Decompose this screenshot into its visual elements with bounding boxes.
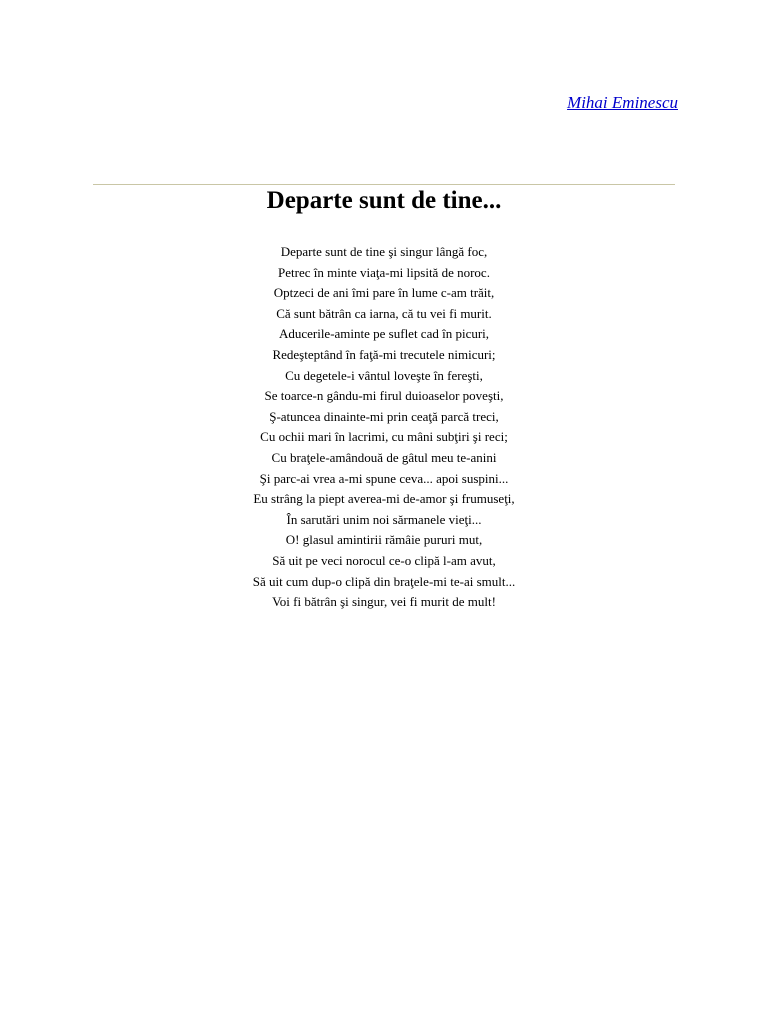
poem-line: Cu ochii mari în lacrimi, cu mâni subţiri şi reci;	[260, 429, 508, 445]
poem-line: Voi fi bătrân şi singur, vei fi murit de mult!	[272, 594, 496, 610]
poem-line: Că sunt bătrân ca iarna, că tu vei fi murit.	[276, 305, 492, 321]
poem-line: Redeşteptând în faţă-mi trecutele nimicuri;	[272, 346, 496, 362]
poem-line: Eu strâng la piept averea-mi de-amor şi frumuseţi,	[253, 491, 515, 507]
poem-line: Petrec în minte viaţa-mi lipsită de noroc.	[278, 264, 490, 280]
poem-line: O! glasul amintirii rămâie pururi mut,	[285, 532, 483, 548]
poem-body	[0, 242, 768, 613]
poem-line: Cu degetele-i vântul loveşte în fereşti,	[285, 367, 483, 383]
horizontal-divider	[93, 184, 675, 185]
poem-line: Ş-atuncea dinainte-mi prin ceaţă parcă treci,	[269, 408, 499, 424]
poem-line: Aducerile-aminte pe suflet cad în picuri,	[278, 326, 490, 342]
poem-line: Se toarce-n gându-mi firul duioaselor poveşti,	[264, 388, 504, 404]
poem-line: În sarutări unim noi sărmanele vieţi...	[286, 511, 482, 527]
poem-line: Optzeci de ani îmi pare în lume c-am trăit,	[273, 285, 495, 301]
poem-title: Departe sunt de tine...	[266, 187, 502, 214]
poem-line: Să uit pe veci norocul ce-o clipă l-am avut,	[272, 552, 496, 568]
poem-line: Cu braţele-amândouă de gâtul meu te-anini	[271, 449, 497, 465]
poem-line: Să uit cum dup-o clipă din braţele-mi te-ai smult...	[252, 573, 516, 589]
author-link[interactable]: Mihai Eminescu	[567, 93, 678, 112]
poem-line: Departe sunt de tine şi singur lângă foc,	[280, 244, 488, 259]
poem-line: Şi parc-ai vrea a-mi spune ceva... apoi suspini...	[259, 470, 509, 486]
